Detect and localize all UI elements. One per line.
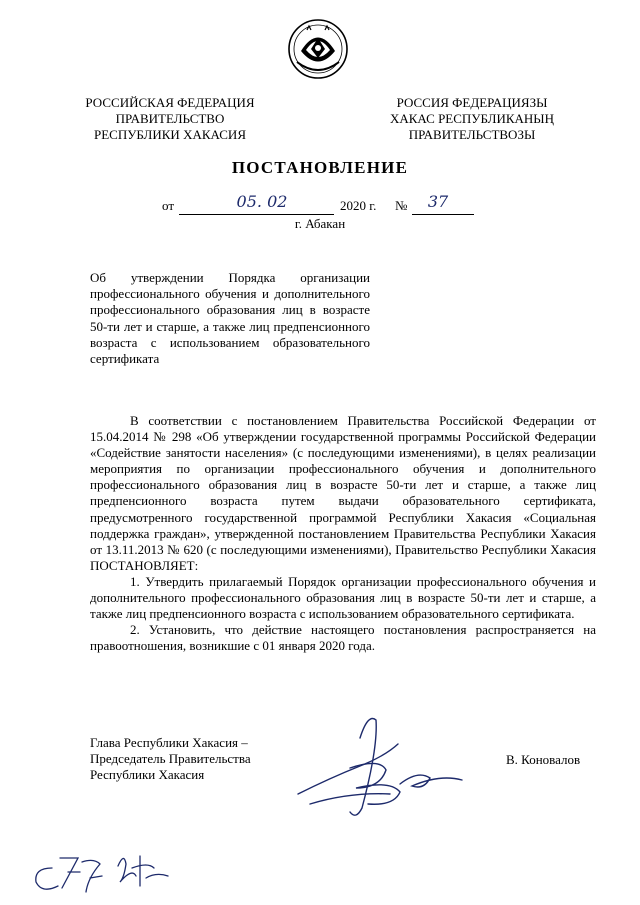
document-subject: Об утверждении Порядка организации профессионального обучения и дополнительного профессионального образования лиц в возрасте 50-ти лет и старше, а также лиц предпенсионного возраста с использованием образовательного сертификата <box>90 270 370 367</box>
number-sign: № <box>395 198 408 213</box>
header-right <box>362 95 582 143</box>
header-left-line: ПРАВИТЕЛЬСТВО <box>115 111 225 126</box>
signatory-title <box>90 735 251 783</box>
document-title: ПОСТАНОВЛЕНИЕ <box>231 158 409 177</box>
date-line <box>0 192 640 218</box>
header-left-line: РОССИЙСКАЯ ФЕДЕРАЦИЯ <box>85 95 255 110</box>
signatory-title-line: Председатель Правительства <box>90 751 251 766</box>
header-left-line: РЕСПУБЛИКИ ХАКАСИЯ <box>93 127 246 142</box>
paragraph: В соответствии с постановлением Правительства Российской Федерации от 15.04.2014 № 298 «Об утверждении государственной программы Российской Федерации «Содействие занятости населения» (с последующими изменениями), в целях реализации мероприятия по организации профессионального обучения и дополнительного профессионального образования лиц в возрасте 50-ти лет и старше, а также лиц предпенсионного возраста путем выдачи образовательного сертификата, предусмотренного государственной программой Республики Хакасия «Социальная поддержка граждан», утвержденной постановлением Правительства Республики Хакасия от 13.11.2013 № 620 (с последующими изменениями), Правительство Республики Хакасия ПОСТАНОВЛЯЕТ: <box>90 413 596 573</box>
handwritten-date: 05. 02 <box>236 192 288 211</box>
header-right-line: ПРАВИТЕЛЬСТВОЗЫ <box>408 127 536 142</box>
signatory-name: В. Коновалов <box>506 752 581 767</box>
signatory-title-line: Республики Хакасия <box>90 767 205 782</box>
handwritten-signature <box>290 708 470 828</box>
paragraph: 2. Установить, что действие настоящего постановления распространяется на правоотношения, возникшие с 01 января 2020 года. <box>90 622 596 654</box>
paragraph: 1. Утвердить прилагаемый Порядок организации профессионального обучения и дополнительного профессионального образования лиц в возрасте 50-ти лет и старше, а также лиц предпенсионного возраста с использованием образовательного сертификата. <box>90 573 596 622</box>
handwritten-initials <box>28 838 178 896</box>
handwritten-number: 37 <box>427 192 449 211</box>
header-right-line: РОССИЯ ФЕДЕРАЦИЯЗЫ <box>396 95 548 110</box>
city: г. Абакан <box>294 216 346 231</box>
header-right-line: ХАКАС РЕСПУБЛИКАНЫҢ <box>389 111 555 126</box>
coat-of-arms-icon <box>287 18 349 80</box>
header-left <box>60 95 280 143</box>
date-year: 2020 г. <box>340 198 377 213</box>
document-body <box>90 413 596 654</box>
date-prefix: от <box>162 198 175 213</box>
signatory-title-line: Глава Республики Хакасия – <box>90 735 248 750</box>
